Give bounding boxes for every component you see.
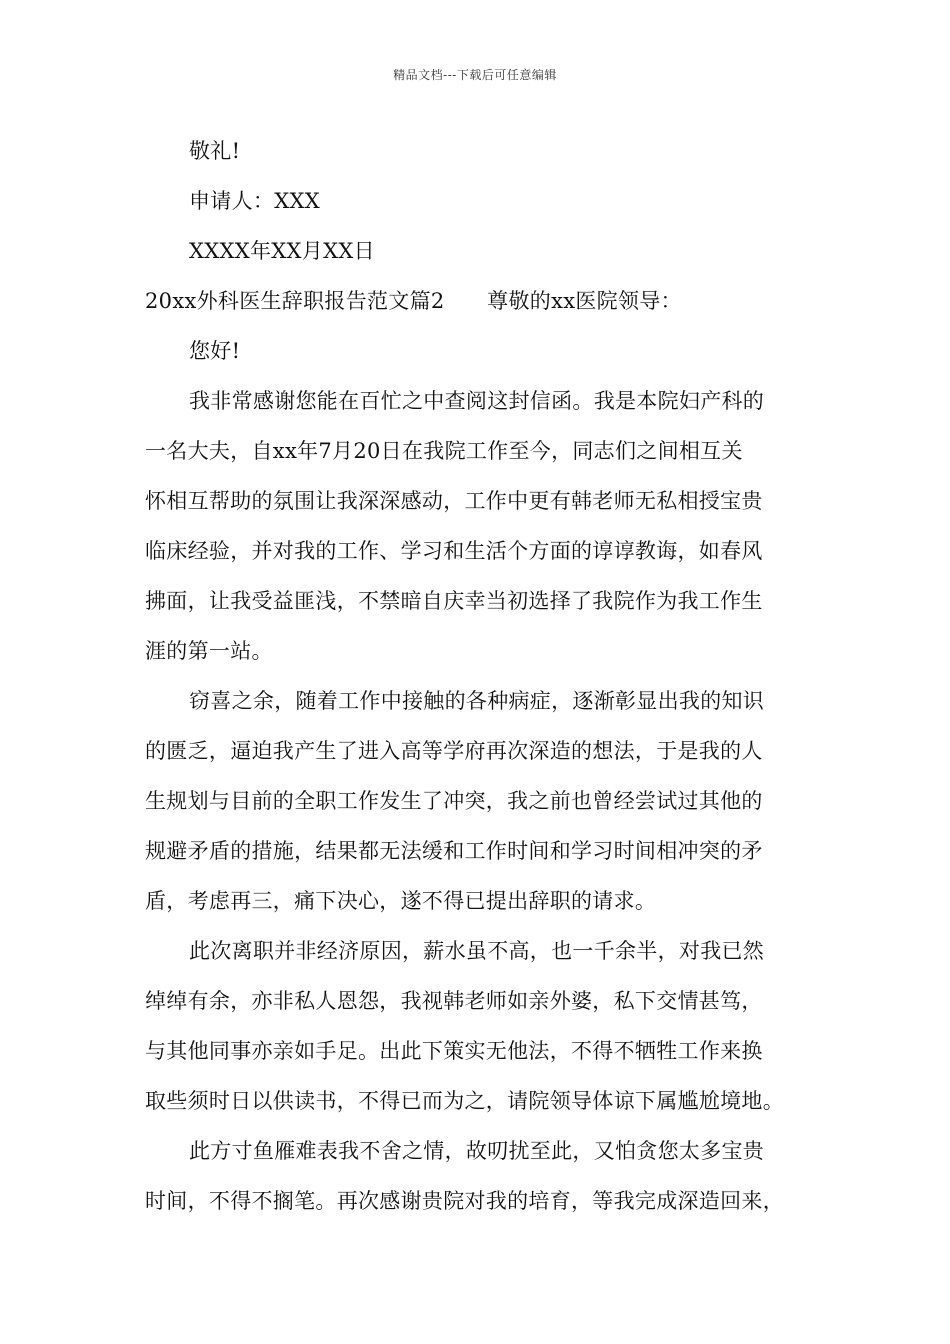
paragraph-3-line-4: 取些须时日以供读书，不得已而为之，请院领导体谅下属尴尬境地。 — [145, 1089, 784, 1113]
paragraph-1-line-5: 拂面，让我受益匪浅，不禁暗自庆幸当初选择了我院作为我工作生 — [145, 589, 763, 613]
closing-salute: 敬礼! — [189, 139, 241, 163]
paragraph-1-line-6: 涯的第一站。 — [145, 639, 273, 663]
paragraph-2-line-1: 窃喜之余，随着工作中接触的各种病症，逐渐彰显出我的知识 — [189, 689, 765, 713]
page-header: 精品文档---下载后可任意编辑 — [393, 68, 557, 82]
paragraph-2-line-2: 的匮乏，逼迫我产生了进入高等学府再次深造的想法，于是我的人 — [145, 739, 763, 763]
paragraph-2-line-5: 盾，考虑再三，痛下决心，遂不得已提出辞职的请求。 — [145, 889, 657, 913]
paragraph-2-line-3: 生规划与目前的全职工作发生了冲突，我之前也曾经尝试过其他的 — [145, 789, 763, 813]
paragraph-4-line-1: 此方寸鱼雁难表我不舍之情，故叨扰至此，又怕贪您太多宝贵 — [189, 1139, 765, 1163]
paragraph-1-line-2: 一名大夫，自xx年7月20日在我院工作至今，同志们之间相互关 — [145, 439, 743, 463]
paragraph-3-line-1: 此次离职并非经济原因，薪水虽不高，也一千余半，对我已然 — [189, 939, 765, 963]
paragraph-3-line-2: 绰绰有余，亦非私人恩怨，我视韩老师如亲外婆，私下交情甚笃， — [145, 989, 763, 1013]
paragraph-3-line-3: 与其他同事亦亲如手足。出此下策实无他法，不得不牺牲工作来换 — [145, 1039, 763, 1063]
paragraph-2-line-4: 规避矛盾的措施，结果都无法缓和工作时间和学习时间相冲突的矛 — [145, 839, 763, 863]
paragraph-1-line-4: 临床经验，并对我的工作、学习和生活个方面的谆谆教诲，如春风 — [145, 539, 763, 563]
applicant-line: 申请人：XXX — [189, 189, 320, 213]
date-line: XXXX年XX月XX日 — [189, 239, 375, 263]
section-title-line: 20xx外科医生辞职报告范文篇2 尊敬的xx医院领导： — [145, 289, 682, 313]
greeting: 您好! — [189, 339, 241, 363]
paragraph-1-line-1: 我非常感谢您能在百忙之中查阅这封信函。我是本院妇产科的 — [189, 389, 765, 413]
paragraph-4-line-2: 时间，不得不搁笔。再次感谢贵院对我的培育，等我完成深造回来， — [145, 1189, 784, 1213]
paragraph-1-line-3: 怀相互帮助的氛围让我深深感动，工作中更有韩老师无私相授宝贵 — [145, 489, 763, 513]
